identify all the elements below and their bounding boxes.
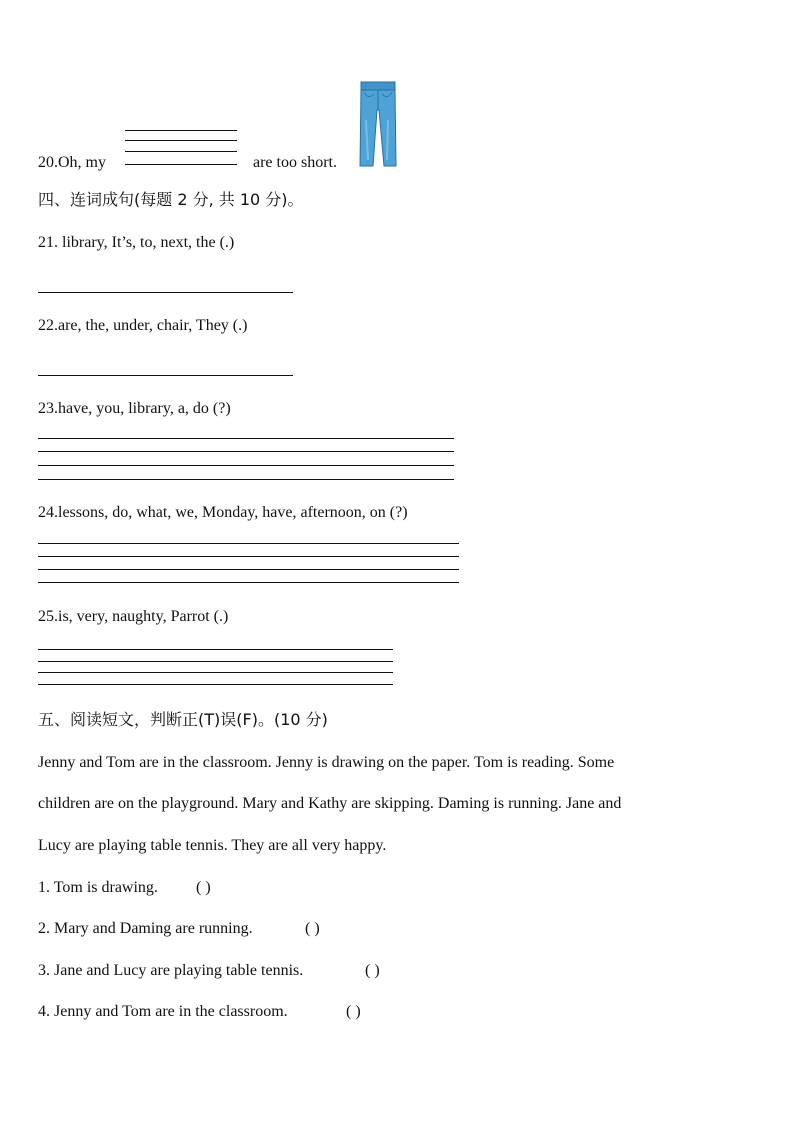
q25-answer-line-3: [38, 672, 393, 673]
passage-line-1: Jenny and Tom are in the classroom. Jenny is drawing on the paper. Tom is reading. Some: [38, 754, 615, 771]
q21-answer-line: [38, 292, 293, 293]
q20-answer-line-2: [125, 140, 237, 141]
tf-item-1-answer-box[interactable]: ( ): [196, 879, 211, 896]
q20-answer-line-4: [125, 164, 237, 165]
q25-text: 25.is, very, naughty, Parrot (.): [38, 608, 229, 625]
tf-item-2-answer-box[interactable]: ( ): [305, 920, 320, 937]
jeans-icon: [358, 80, 398, 170]
q24-text: 24.lessons, do, what, we, Monday, have, afternoon, on (?): [38, 504, 408, 521]
q24-answer-line-2: [38, 556, 459, 557]
q25-answer-line-1: [38, 649, 393, 650]
tf-item-1-text: 1. Tom is drawing.: [38, 879, 158, 896]
tf-item-4-answer-box[interactable]: ( ): [346, 1003, 361, 1020]
q23-answer-line-4: [38, 479, 454, 480]
tf-item-4-text: 4. Jenny and Tom are in the classroom.: [38, 1003, 288, 1020]
q20-prefix: 20.Oh, my: [38, 154, 106, 171]
q24-answer-line-3: [38, 569, 459, 570]
section4-heading: 四、连词成句(每题 2 分, 共 10 分)。: [38, 190, 304, 209]
q20-answer-line-1: [125, 130, 237, 131]
q22-answer-line: [38, 375, 293, 376]
q23-answer-line-1: [38, 438, 454, 439]
q23-answer-line-2: [38, 451, 454, 452]
passage-line-2: children are on the playground. Mary and Kathy are skipping. Daming is running. Jane and: [38, 795, 622, 812]
q25-answer-line-2: [38, 661, 393, 662]
q23-answer-line-3: [38, 465, 454, 466]
tf-item-2-text: 2. Mary and Daming are running.: [38, 920, 253, 937]
tf-item-3-answer-box[interactable]: ( ): [365, 962, 380, 979]
q23-text: 23.have, you, library, a, do (?): [38, 400, 231, 417]
q21-text: 21. library, It’s, to, next, the (.): [38, 234, 235, 251]
q22-text: 22.are, the, under, chair, They (.): [38, 317, 248, 334]
passage-line-3: Lucy are playing table tennis. They are all very happy.: [38, 837, 387, 854]
tf-item-3-text: 3. Jane and Lucy are playing table tennis.: [38, 962, 304, 979]
q24-answer-line-1: [38, 543, 459, 544]
q20-answer-line-3: [125, 151, 237, 152]
section5-heading: 五、阅读短文，判断正(T)误(F)。(10 分): [38, 710, 328, 729]
q24-answer-line-4: [38, 582, 459, 583]
q25-answer-line-4: [38, 684, 393, 685]
q20-suffix: are too short.: [253, 154, 337, 171]
